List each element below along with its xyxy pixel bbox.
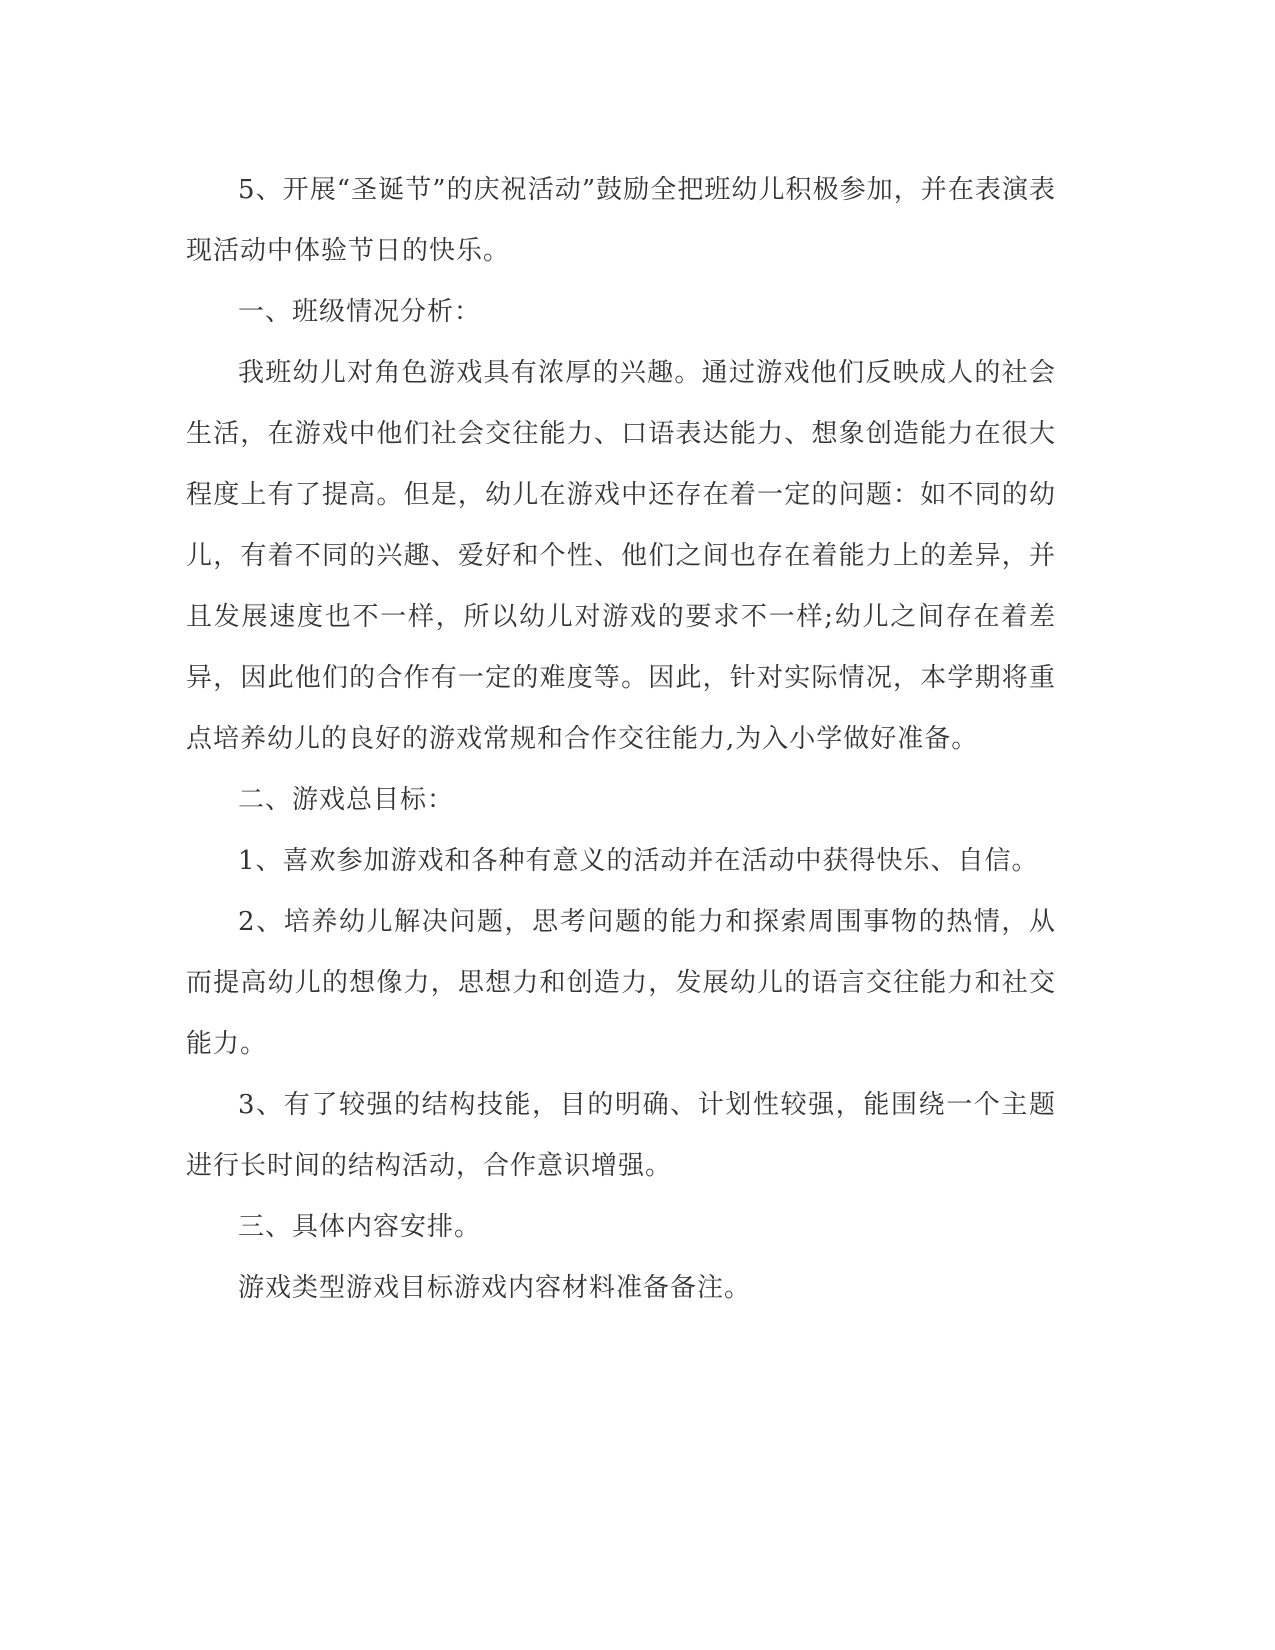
paragraph-goal-2: 2、培养幼儿解决问题，思考问题的能力和探索周围事物的热情，从而提高幼儿的想像力，思想力和创造力，发展幼儿的语言交往能力和社交能力。 bbox=[186, 907, 1056, 1059]
paragraph-goal-1: 1、喜欢参加游戏和各种有意义的活动并在活动中获得快乐、自信。 bbox=[238, 846, 1039, 876]
heading-content-arrangement: 三、具体内容安排。 bbox=[238, 1212, 482, 1242]
paragraph-christmas-activity: 5、开展“圣诞节”的庆祝活动”鼓励全把班幼儿积极参加，并在表演表现活动中体验节日的快乐。 bbox=[186, 175, 1056, 266]
heading-game-goals: 二、游戏总目标： bbox=[238, 785, 455, 815]
document-body bbox=[186, 160, 1056, 1319]
paragraph-class-analysis: 我班幼儿对角色游戏具有浓厚的兴趣。通过游戏他们反映成人的社会生活，在游戏中他们社会交往能力、口语表达能力、想象创造能力在很大程度上有了提高。但是，幼儿在游戏中还存在着一定的问题：如不同的幼儿，有着不同的兴趣、爱好和个性、他们之间也存在着能力上的差异，并且发展速度也不一样，所以幼儿对游戏的要求不一样;幼儿之间存在着差异，因此他们的合作有一定的难度等。因此，针对实际情况，本学期将重点培养幼儿的良好的游戏常规和合作交往能力,为入小学做好准备。 bbox=[186, 358, 1056, 754]
heading-class-analysis: 一、班级情况分析： bbox=[238, 297, 482, 327]
paragraph-goal-3: 3、有了较强的结构技能，目的明确、计划性较强，能围绕一个主题进行长时间的结构活动，合作意识增强。 bbox=[186, 1090, 1056, 1181]
paragraph-table-header: 游戏类型游戏目标游戏内容材料准备备注。 bbox=[238, 1273, 752, 1303]
